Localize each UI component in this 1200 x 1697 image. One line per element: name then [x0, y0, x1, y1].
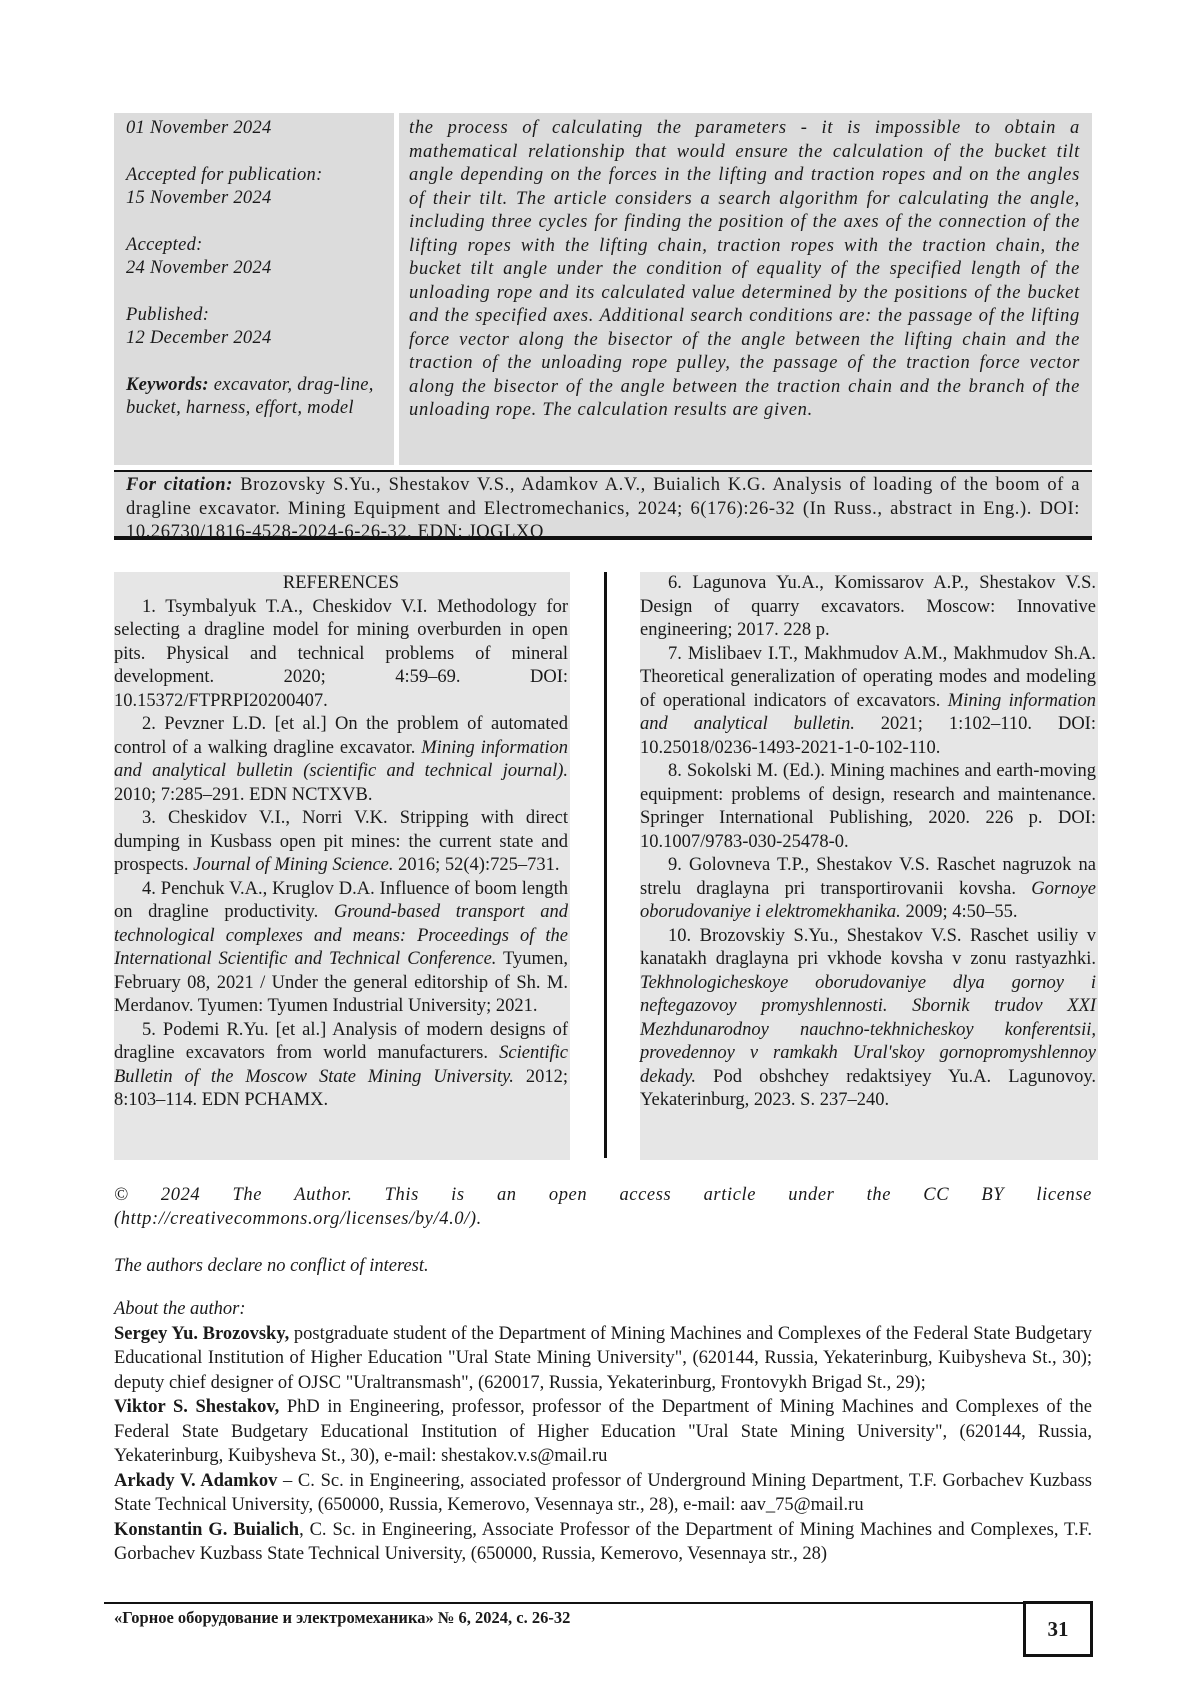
references-left-column — [114, 572, 570, 1160]
license-word: article — [704, 1184, 757, 1208]
accepted-date: 24 November 2024 — [126, 257, 384, 281]
received-date: 01 November 2024 — [126, 117, 384, 141]
article-dates — [114, 113, 394, 465]
author-entry: Arkady V. Adamkov – C. Sc. in Engineering, associated professor of Underground Mining Department, T.F. Gorbachev Kuzbass State Technical University, (650000, Russia, Kemerovo, Vesennaya str., 28), e-mail: aav_75@mail.ru — [114, 1469, 1092, 1518]
license-word: is — [451, 1184, 465, 1208]
license-line — [114, 1184, 1092, 1208]
citation-text: Brozovsky S.Yu., Shestakov V.S., Adamkov A.V., Buialich K.G. Analysis of loading of the boom of a dragline excavator. Mining Equipment and Electromechanics, 2024; 6(176):26-32 (In Russ., abstract in Eng.). DOI: 10.26730/1816-4528-2024-6-26-32, EDN: JQGLXO — [126, 475, 1080, 542]
about-authors — [114, 1297, 1092, 1567]
keywords-label: Keywords: — [126, 375, 209, 395]
license-word: Author. — [294, 1184, 352, 1208]
author-entry: Sergey Yu. Brozovsky, postgraduate student of the Department of Mining Machines and Complexes of the Federal State Budgetary Educational Institution of Higher Education "Ural State Mining University", (620144, Russia, Yekaterinburg, Kuibysheva St., 30); deputy chief designer of OJSC "Uraltransmash", (620017, Russia, Yekaterinburg, Frontovykh Brigad St., 29); — [114, 1322, 1092, 1396]
reference-item: 6. Lagunova Yu.A., Komissarov A.P., Shestakov V.S. Design of quarry excavators. Moscow: Innovative engineering; 2017. 228 p. — [640, 572, 1096, 643]
page-number: 31 — [1023, 1601, 1093, 1657]
published-date: 12 December 2024 — [126, 327, 384, 351]
reference-item: 8. Sokolski M. (Ed.). Mining machines and earth-moving equipment: problems of design, research and maintenance. Springer International Publishing, 2020. 226 p. DOI: 10.1007/9783-030-25478-0. — [640, 760, 1096, 854]
license-word: under — [788, 1184, 834, 1208]
reference-item: 1. Tsymbalyuk T.A., Cheskidov V.I. Methodology for selecting a dragline model for mining overburden in open pits. Physical and technical problems of mineral development. 2020; 4:59–69. DOI: 10.15372/FTPRPI20200407. — [114, 596, 568, 714]
reference-item: 4. Penchuk V.A., Kruglov D.A. Influence of boom length on dragline productivity. Ground-based transport and technological complexes and means: Proceedings of the International Scientific and Technical Conference. Tyumen, February 08, 2021 / Under the general editorship of Sh. M. Merdanov. Tyumen: Tyumen Industrial University; 2021. — [114, 878, 568, 1019]
keywords-text: excavator, drag-line, bucket, harness, effort, model — [126, 375, 374, 419]
license-word: an — [497, 1184, 517, 1208]
article-info-box — [114, 113, 1092, 465]
license-word: license — [1036, 1184, 1092, 1208]
license-notice — [114, 1184, 1092, 1231]
reference-item: 3. Cheskidov V.I., Norri V.K. Stripping with direct dumping in Kusbass open pit mines: the current state and prospects. Journal of Mining Science. 2016; 52(4):725–731. — [114, 807, 568, 878]
author-entry: Konstantin G. Buialich, C. Sc. in Engineering, Associate Professor of the Department of Mining Machines and Complexes, T.F. Gorbachev Kuzbass State Technical University, (650000, Russia, Kemerovo, Vesennaya str., 28) — [114, 1518, 1092, 1567]
abstract-text: the process of calculating the parameters - it is impossible to obtain a mathematical relationship that would ensure the calculation of the bucket tilt angle depending on the forces in the lifting and traction ropes and on the angles of their tilt. The article considers a search algorithm for calculating the angle, including three cycles for finding the position of the axes of the connection of the lifting ropes with the lifting chain, traction ropes with the traction chain, the bucket tilt angle under the condition of equality of the specified length of the unloading rope and its calculated value determined by the positions of the bucket and the specified axes. Additional search conditions are: the passage of the lifting force vector along the bisector of the angle between the lifting chain and the traction of the unloading rope pulley, the passage of the traction force vector along the bisector of the angle between the traction chain and the branch of the unloading rope. The calculation results are given. — [399, 113, 1092, 465]
accepted-pub-label: Accepted for publication: — [126, 164, 384, 188]
published-label: Published: — [126, 304, 384, 328]
license-word: 2024 — [161, 1184, 200, 1208]
reference-item: 7. Mislibaev I.T., Makhmudov A.M., Makhmudov Sh.A. Theoretical generalization of operating modes and modeling of operational indicators of excavators. Mining information and analytical bulletin. 2021; 1:102–110. DOI: 10.25018/0236-1493-2021-1-0-102-110. — [640, 643, 1096, 761]
author-entry: Viktor S. Shestakov, PhD in Engineering, professor, professor of the Department of Mining Machines and Complexes of the Federal State Budgetary Educational Institution of Higher Education "Ural State Mining University", (620144, Russia, Yekaterinburg, Kuibysheva St., 30), e-mail: shestakov.v.s@mail.ru — [114, 1395, 1092, 1469]
license-word: open — [549, 1184, 587, 1208]
about-heading: About the author: — [114, 1297, 1092, 1322]
reference-item: 5. Podemi R.Yu. [et al.] Analysis of modern designs of dragline excavators from world manufacturers. Scientific Bulletin of the Moscow State Mining University. 2012; 8:103–114. EDN PCHAMX. — [114, 1019, 568, 1113]
accepted-label: Accepted: — [126, 234, 384, 258]
reference-item: 2. Pevzner L.D. [et al.] On the problem of automated control of a walking dragline excavator. Mining information and analytical bulletin (scientific and technical journal). 2010; 7:285–291. EDN NCTXVB. — [114, 713, 568, 807]
reference-item: 10. Brozovskiy S.Yu., Shestakov V.S. Raschet usiliy v kanatakh draglayna pri vkhode kovsha v zonu rastyazhki. Tekhnologicheskoye oborudovaniye dlya gornoy i neftegazovoy promyshlennosti. Sbornik trudov XXI Mezhdunarodnoy nauchno-tekhnicheskoy konferentsii, provedennoy v ramkakh Ural'skoy gornopromyshlennoy dekady. Pod obshchey redaktsiyey Yu.A. Lagunovoy. Yekaterinburg, 2023. S. 237–240. — [640, 925, 1096, 1113]
license-word: the — [867, 1184, 891, 1208]
license-word: CC — [923, 1184, 949, 1208]
license-word: The — [233, 1184, 263, 1208]
citation-label: For citation: — [126, 475, 233, 495]
accepted-pub-date: 15 November 2024 — [126, 187, 384, 211]
license-word: This — [385, 1184, 419, 1208]
citation-block — [114, 470, 1092, 540]
conflict-statement: The authors declare no conflict of interest. — [114, 1256, 429, 1277]
references-right-column — [640, 572, 1098, 1160]
footer-rule — [104, 1602, 1024, 1604]
license-word: access — [619, 1184, 671, 1208]
license-url[interactable]: (http://creativecommons.org/licenses/by/4.0/). — [114, 1208, 1092, 1232]
keywords — [126, 374, 384, 421]
references-column-rule — [604, 572, 607, 1158]
journal-footer: «Горное оборудование и электромеханика» № 6, 2024, с. 26-32 — [114, 1608, 570, 1628]
license-word: BY — [981, 1184, 1004, 1208]
license-word: © — [114, 1184, 129, 1208]
references-heading: REFERENCES — [114, 572, 568, 596]
reference-item: 9. Golovneva T.P., Shestakov V.S. Raschet nagruzok na strelu draglayna pri transportirovanii kovsha. Gornoye oborudovaniye i elektromekhanika. 2009; 4:50–55. — [640, 854, 1096, 925]
